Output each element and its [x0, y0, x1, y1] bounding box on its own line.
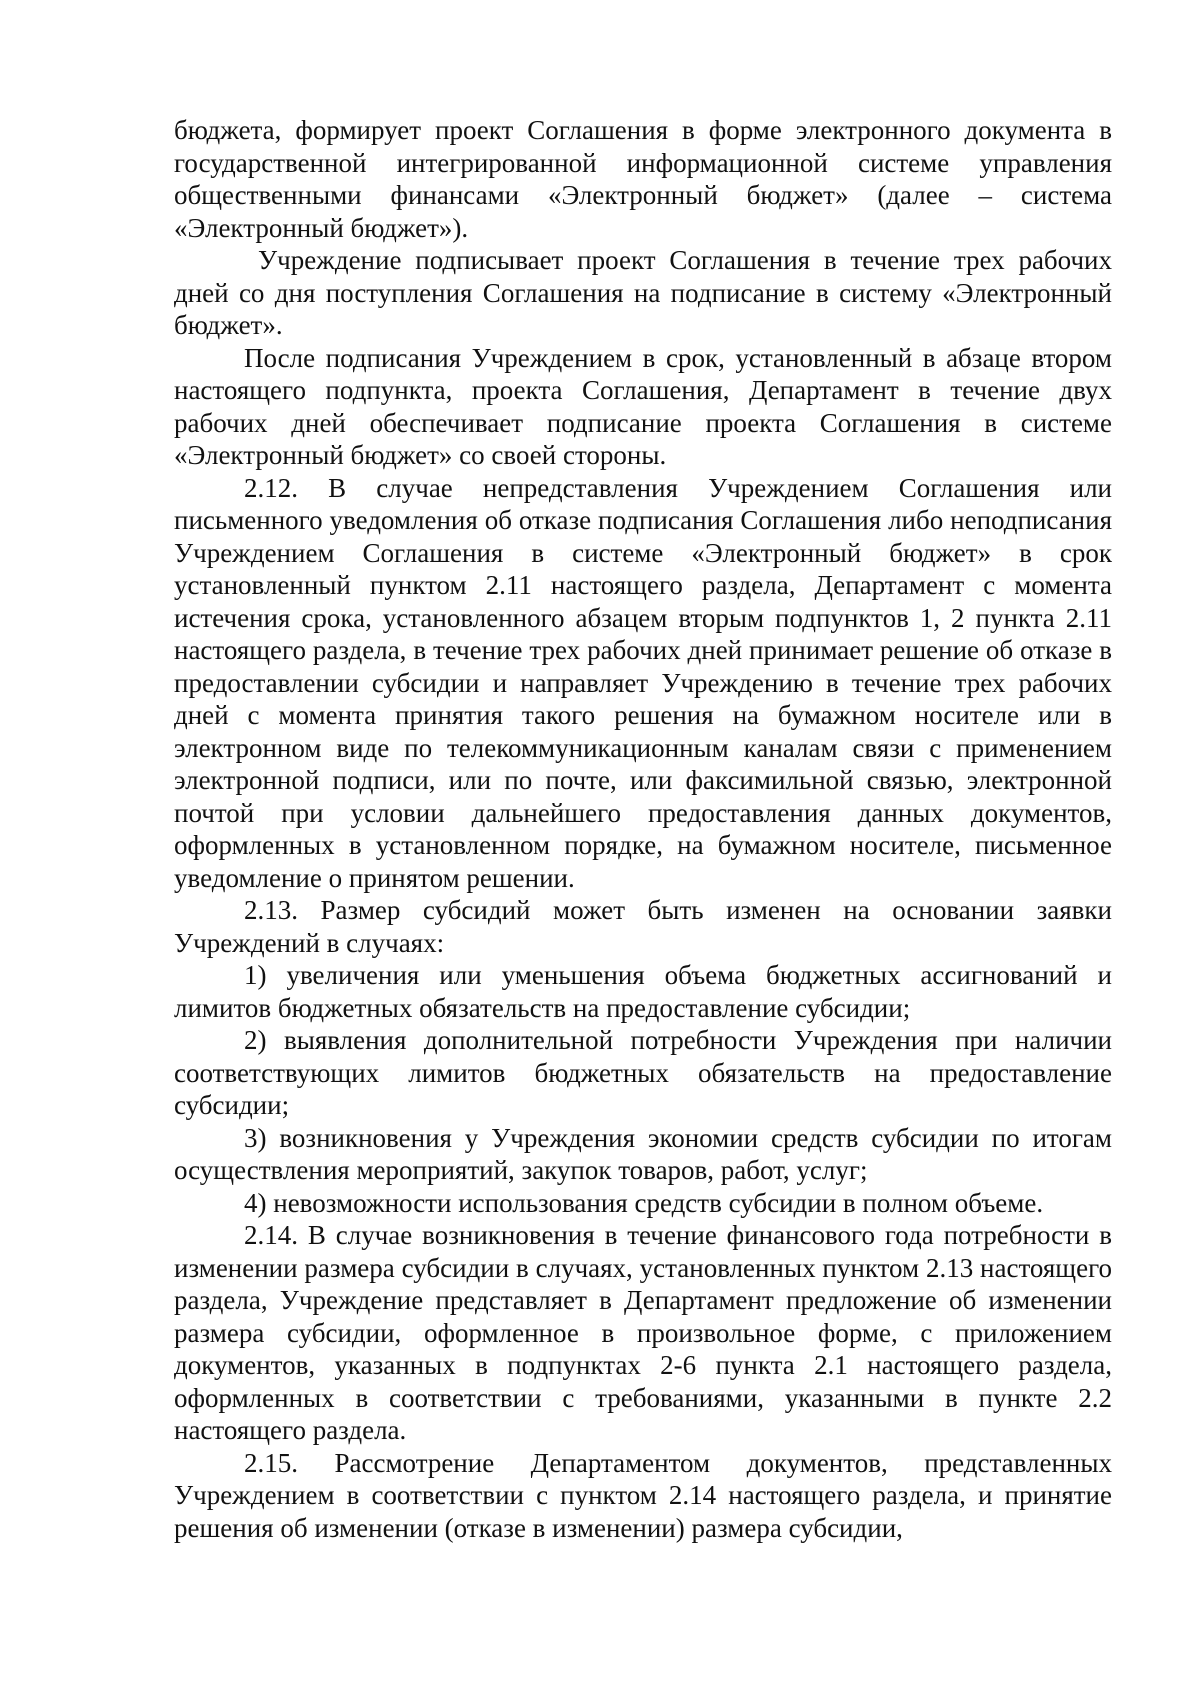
paragraph-2-15: 2.15. Рассмотрение Департаментом документов, представленных Учреждением в соответствии с пунктом 2.14 настоящего раздела, и принятие решения об изменении (отказе в изменении) размера субсидии, [174, 1447, 1112, 1543]
paragraph-after-signing: После подписания Учреждением в срок, установленный в абзаце втором настоящего подпункта, проекта Соглашения, Департамент в течение двух рабочих дней обеспечивает подписание проекта Соглашения в системе «Электронный бюджет» со своей стороны. [174, 342, 1112, 470]
list-item-4: 4) невозможности использования средств субсидии в полном объеме. [244, 1187, 1044, 1218]
paragraph-2-13: 2.13. Размер субсидий может быть изменен на основании заявки Учреждений в случаях: [174, 895, 1112, 958]
paragraph-continuation: бюджета, формирует проект Соглашения в форме электронного документа в государственной интегрированной информационной системе управления общественными финансами «Электронный бюджет» (далее – система «Электронный бюджет»). [174, 115, 1112, 243]
paragraph-2-12: 2.12. В случае непредставления Учреждением Соглашения или письменного уведомления об отказе подписания Соглашения либо неподписания Учреждением Соглашения в системе «Электронный бюджет» в срок установленный пунктом 2.11 настоящего раздела, Департамент с момента истечения срока, установленного абзацем вторым подпунктов 1, 2 пункта 2.11 настоящего раздела, в течение трех рабочих дней принимает решение об отказе в предоставлении субсидии и направляет Учреждению в течение трех рабочих дней с момента принятия такого решения на бумажном носителе или в электронном виде по телекоммуникационным каналам связи с применением электронной подписи, или по почте, или факсимильной связью, электронной почтой при условии дальнейшего предоставления данных документов, оформленных в установленном порядке, на бумажном носителе, письменное уведомление о принятом решении. [174, 472, 1112, 893]
list-item-3: 3) возникновения у Учреждения экономии средств субсидии по итогам осуществления мероприятий, закупок товаров, работ, услуг; [174, 1122, 1112, 1185]
list-item-2: 2) выявления дополнительной потребности Учреждения при наличии соответствующих лимитов бюджетных обязательств на предоставление субсидии; [174, 1025, 1112, 1120]
list-item-1: 1) увеличения или уменьшения объема бюджетных ассигнований и лимитов бюджетных обязательств на предоставление субсидии; [174, 960, 1112, 1023]
paragraph-signing: Учреждение подписывает проект Соглашения в течение трех рабочих дней со дня поступления Соглашения на подписание в систему «Электронный бюджет». [174, 245, 1112, 340]
paragraph-2-14: 2.14. В случае возникновения в течение финансового года потребности в изменении размера субсидии в случаях, установленных пунктом 2.13 настоящего раздела, Учреждение представляет в Департамент предложение об изменении размера субсидии, оформленное в произвольное форме, с приложением документов, указанных в подпунктах 2-6 пункта 2.1 настоящего раздела, оформленных в соответствии с требованиями, указанными в пункте 2.2 настоящего раздела. [174, 1220, 1112, 1445]
